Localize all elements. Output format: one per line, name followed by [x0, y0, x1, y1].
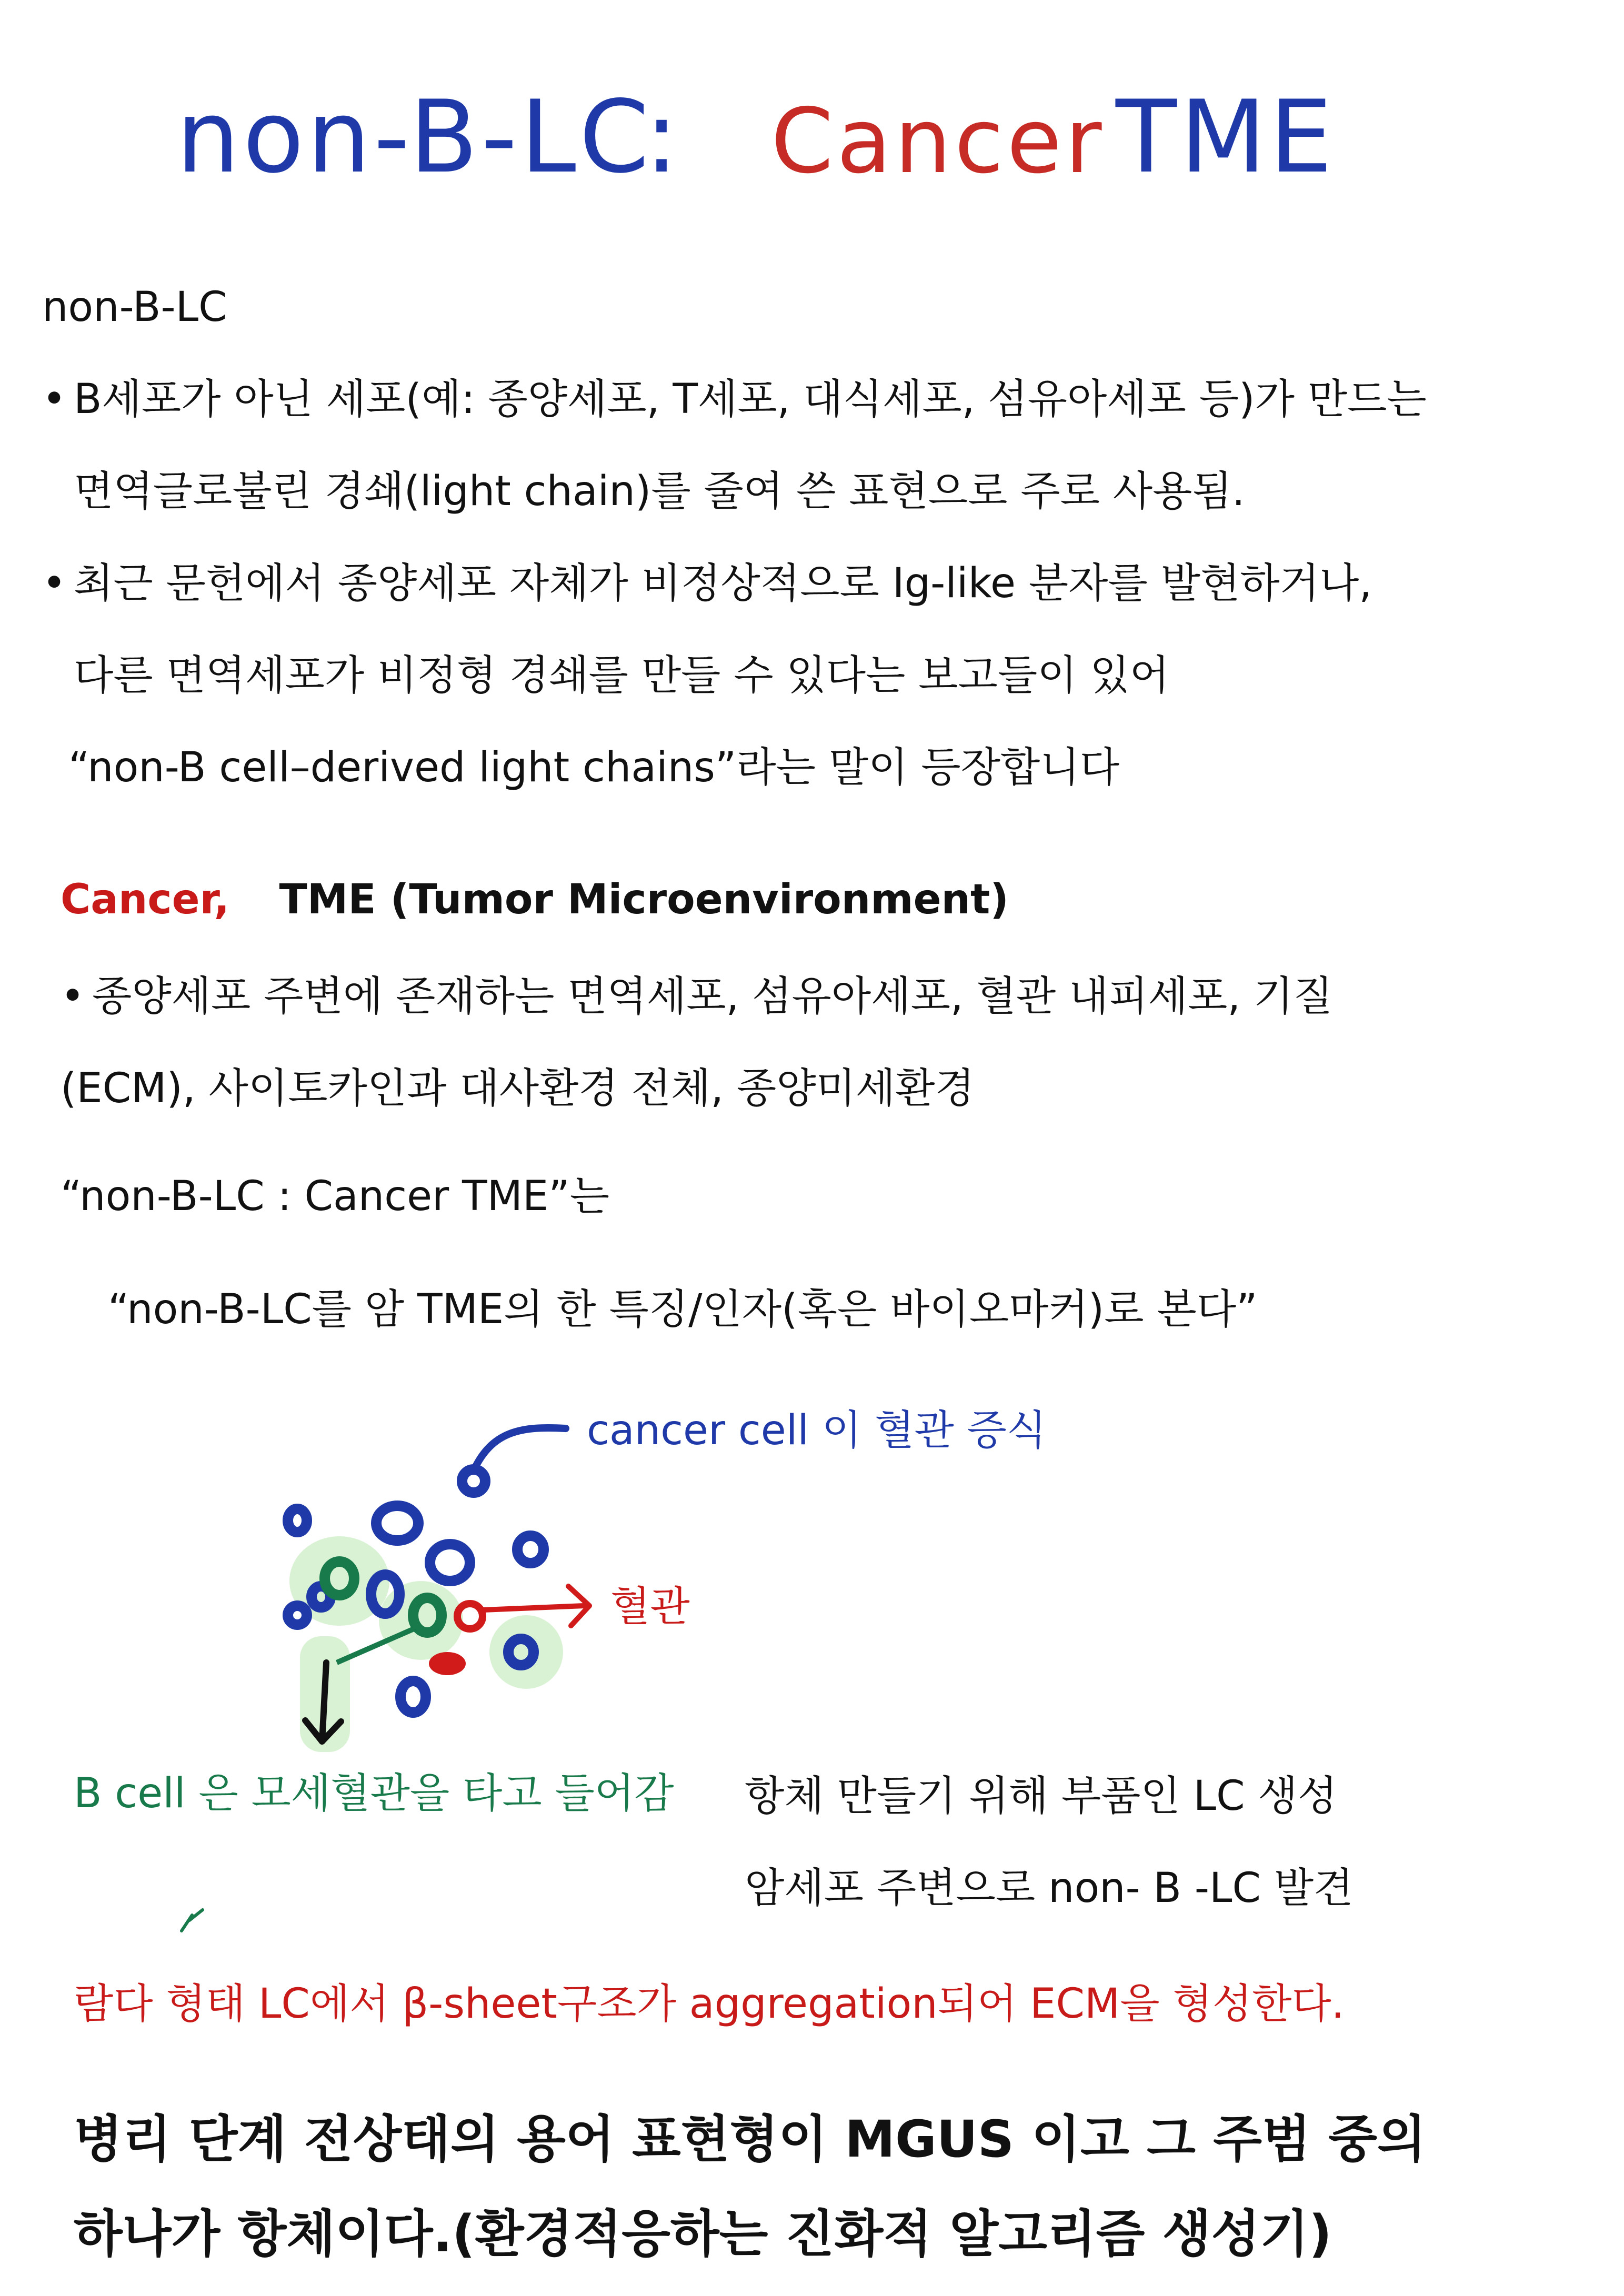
- vessel-arrow-line: [483, 1606, 584, 1610]
- bullet2-line3: “non-B cell–derived light chains”라는 말이 등장합니다: [68, 744, 1119, 791]
- bullet1-text: B세포가 아닌 세포(예: 종양세포, T세포, 대식세포, 섬유아세포 등)가 만드는: [74, 376, 1427, 423]
- bullet1-line2: 면역글로불린 경쇄(light chain)를 줄여 쓴 표현으로 주로 사용됨.: [74, 468, 1245, 515]
- cancer-cell: [430, 1544, 470, 1581]
- title-colon: :: [645, 79, 682, 195]
- cancer-cell: [288, 1606, 307, 1625]
- title-part1: non-B-LC: [176, 79, 653, 195]
- cancer-cell: [400, 1681, 426, 1713]
- bullet-dot: •: [42, 560, 67, 607]
- conclusion-line1: 병리 단계 전상태의 용어 표현형이 MGUS 이고 그 주범 중의: [74, 2110, 1426, 2169]
- title-part3: TME: [1116, 79, 1336, 195]
- highlight-blob: [489, 1615, 563, 1689]
- bullet2-text: 최근 문헌에서 종양세포 자체가 비정상적으로 Ig-like 분자를 발현하거나,: [74, 560, 1372, 607]
- label-vessel: 혈관: [610, 1583, 690, 1630]
- highlight-blob: [379, 1581, 463, 1660]
- quote1: “non-B-LC : Cancer TME”는: [61, 1173, 609, 1220]
- note-red-line: 람다 형태 LC에서 β-sheet구조가 aggregation되어 ECM을 형성한다.: [74, 1980, 1345, 2028]
- pointer-curve: [474, 1428, 566, 1471]
- label-cancer-cell: cancer cell 이 혈관 증식: [587, 1407, 1047, 1454]
- heading-tme: TME (Tumor Microenvironment): [279, 876, 1009, 923]
- quote2: “non-B-LC를 암 TME의 한 특징/인자(혹은 바이오마커)로 본다”: [108, 1286, 1258, 1333]
- label-b-cell: B cell 은 모세혈관을 타고 들어감: [74, 1770, 674, 1817]
- heading-cancer: Cancer,: [61, 876, 230, 923]
- cancer-cell: [517, 1536, 544, 1563]
- bullet-dot: •: [42, 376, 67, 423]
- bullet2-line2: 다른 면역세포가 비정형 경쇄를 만들 수 있다는 보고들이 있어: [74, 652, 1170, 699]
- section2-bullet-line2: (ECM), 사이토카인과 대사환경 전체, 종양미세환경: [61, 1065, 975, 1112]
- title-part2: Cancer: [771, 89, 1105, 194]
- section2-bullet-text: 종양세포 주변에 존재하는 면역세포, 섬유아세포, 혈관 내피세포, 기질: [92, 973, 1333, 1020]
- section1-heading: non-B-LC: [42, 284, 227, 331]
- red-blood-cell: [429, 1652, 466, 1675]
- cancer-cell: [376, 1506, 418, 1540]
- conclusion-line2: 하나가 항체이다.(환경적응하는 진화적 알고리즘 생성기): [74, 2204, 1332, 2263]
- bullet-dot: •: [61, 973, 85, 1020]
- pen-mark: [182, 1910, 203, 1931]
- note-line1: 항체 만들기 위해 부품인 LC 생성: [745, 1773, 1338, 1820]
- down-arrow-icon: [322, 1663, 326, 1741]
- note-line2: 암세포 주변으로 non- B -LC 발견: [745, 1865, 1354, 1912]
- cancer-cell: [288, 1509, 307, 1532]
